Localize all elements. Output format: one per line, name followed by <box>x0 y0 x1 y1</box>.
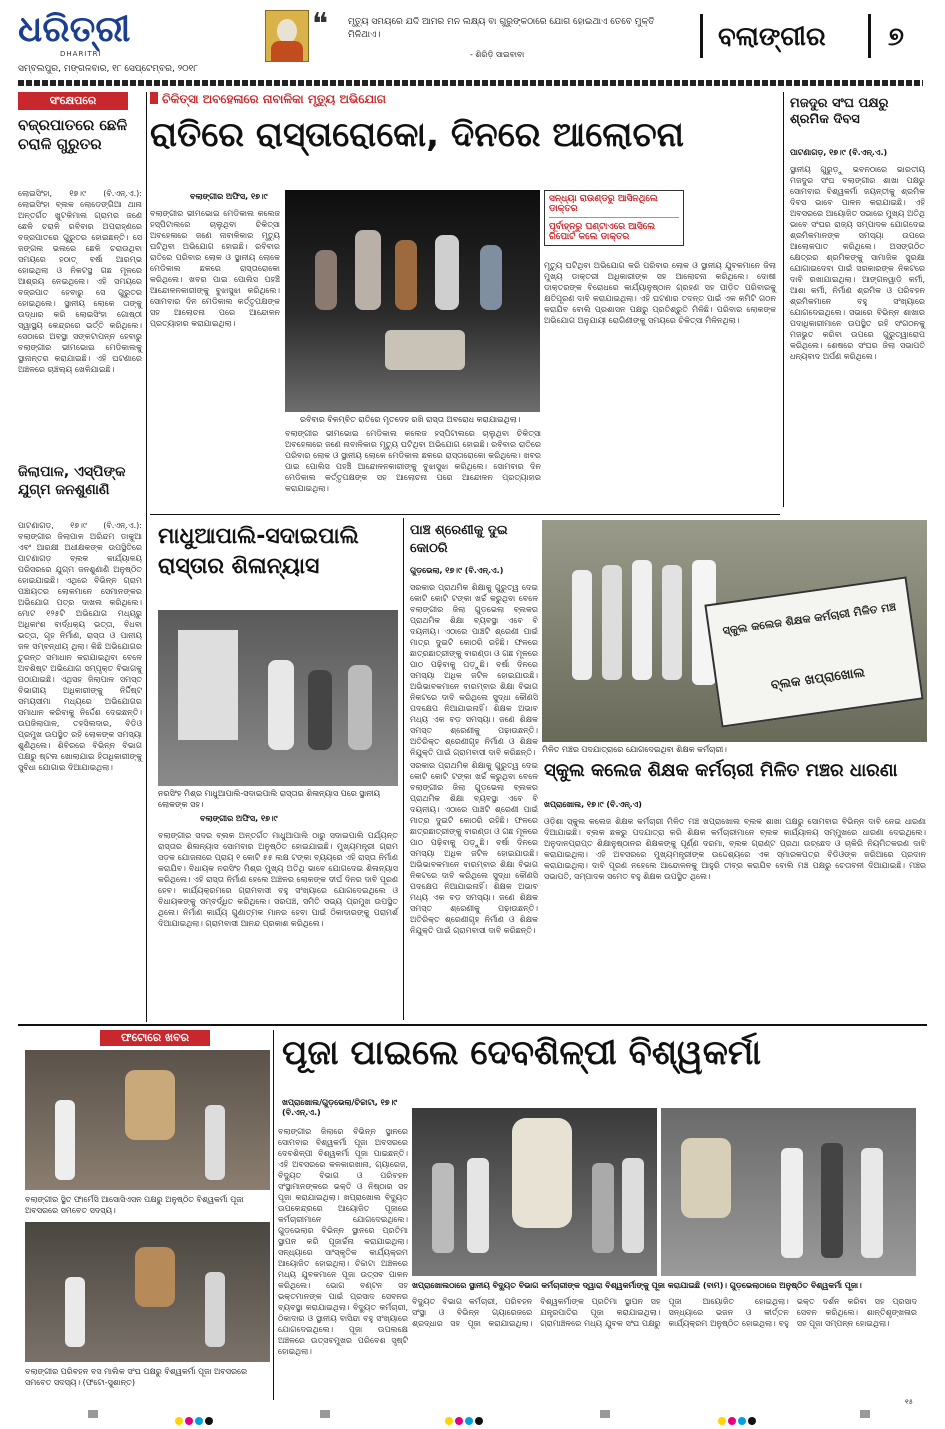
lead-body-bottom: ବଲାଙ୍ଗୀର ଭୀମଭୋଇ ମେଡିକାଲ କଲେଜ ହସ୍ପିଟାଲରେ ଚାଲୁଥିବା ଚିକିତ୍ସା ଅବହେଳାରେ ଜଣେ ନାବାଳିକାର ମୃତ୍ୟୁ ଘଟିଥିବା ଅଭିଯୋଗ ହୋଇଛି। ରବିବାର ରାତିରେ ପରିବାର ଲୋକ ଓ ସ୍ଥାନୀୟ ଲୋକେ ମେଡିକାଲ ଛକରେ ରାସ୍ତାରୋକୋ କରିଥିଲେ। ଖବର ପାଇ ପୋଲିସ ପହଞ୍ଚି ଆନ୍ଦୋଳନକାରୀଙ୍କୁ ବୁଝାସୁଝା କରିଥିଲେ। ସୋମବାର ଦିନ ମେଡିକାଲ କର୍ତ୍ତୃପକ୍ଷଙ୍କ ସହ ଆଲୋଚନା ପରେ ଆନ୍ଦୋଳନ ପ୍ରତ୍ୟାହାର କରାଯାଇଥିଲା। <box>285 429 541 493</box>
school-headline-line1: ପାଞ୍ଚ ଶ୍ରେଣୀକୁ ଦୁଇ <box>410 523 508 538</box>
column-rule <box>403 518 404 1020</box>
vishwakarma-byline: ଖପ୍ରାଖୋଲ/ଗୁଡ଼ଭେଲା/ଚିଚ୍ଚାଟା, ୧୭।୯ (ବି.ଏନ୍.ଏ.) <box>282 1098 398 1117</box>
photo-news-kicker: ଫଟୋରେ ଖବର <box>100 1030 210 1046</box>
rally-banner-text: ସ୍କୁଲ କଲେଜ ଶିକ୍ଷକ କର୍ମଚାରୀ ମିଳିତ ମଞ୍ଚ <box>721 600 897 638</box>
quote-text: ମୃତ୍ୟୁ ସମୟରେ ଯଦି ଆମର ମନ ଲକ୍ଷ୍ୟ ବା ଗୁରୁଙ୍କଠାରେ ଯୋଗ ହୋଇଥାଏ ତେବେ ମୁକ୍ତି ମିଳିଥାଏ। <box>348 17 655 40</box>
dateline: ସମ୍ବଲପୁର, ମଙ୍ଗଳବାର, ୧୮ ସେପ୍ଟେମ୍ବର, ୨୦୧୮ <box>18 64 199 74</box>
column-rule <box>273 1030 274 1400</box>
section-divider <box>18 1024 927 1026</box>
quote-icon: ❝ <box>312 7 329 42</box>
photo-news-caption-1: ବଲାଙ୍ଗୀର ସ୍ଥିତ ଫାର୍ମେସି ଆସୋସିଏସନ ପକ୍ଷରୁ ଅନୁଷ୍ଠିତ ବିଶ୍ୱକର୍ମା ପୂଜା ଅବସରରେ ସମବେତ ସଦସ୍ୟ। <box>25 1195 244 1215</box>
labour-byline: ପାଟଣାଗଡ଼, ୧୭।୯ (ବି.ଏନ୍.ଏ.) <box>790 148 888 157</box>
road-photo-caption: ନରସିଂହ ମିଶ୍ର ମାଧୁଆପାଲି-ସଦାଇପାଲି ରାସ୍ତାର ଶିଳାନ୍ୟାସ ପରେ ସ୍ଥାନୀୟ ଲୋକଙ୍କ ସହ। <box>158 789 381 809</box>
highlight-item: ପୂର୍ବାହ୍ନରୁ ଘଣ୍ଟାଏରେ ଆସିଲେ ରିପୋର୍ଟ କଲେ ଡାକ୍ତର <box>549 222 656 242</box>
vishwakarma-photo-1 <box>412 1108 657 1276</box>
lead-photo-caption: ରବିବାର ବିଳମ୍ବିତ ରାତିରେ ମୃତଦେହ ରଖି ରାସ୍ତା ଅବରୋଧ କରାଯାଇଥିଲା। <box>300 415 521 424</box>
school-body-cont: ସରକାର ପ୍ରାଥମିକ ଶିକ୍ଷାକୁ ଗୁରୁତ୍ୱ ଦେଇ କୋଟି କୋଟି ଟଙ୍କା ଖର୍ଚ୍ଚ କରୁଥିବା ବେଳେ ବଲାଙ୍ଗୀର ଜିଲା ଗୁଡ଼ଭେଲା ବ୍ଲକର ପ୍ରାଥମିକ ଶିକ୍ଷା ବ୍ୟବସ୍ଥା ଏବେ ବି ଦୟନୀୟ। ଏଠାରେ ପାଞ୍ଚଟି ଶ୍ରେଣୀ ପାଇଁ ମାତ୍ର ଦୁଇଟି କୋଠରି ରହିଛି। ଫଳରେ ଛାତ୍ରଛାତ୍ରୀଙ୍କୁ ବାରଣ୍ଡା ଓ ଗଛ ମୂଳରେ ପାଠ ପଢ଼ିବାକୁ ପଡ଼ୁଛି। ବର୍ଷା ଦିନରେ ସମସ୍ୟା ଅଧିକ ଜଟିଳ ହୋଇଯାଉଛି। ଅଭିଭାବକମାନେ ବାରମ୍ବାର ଶିକ୍ଷା ବିଭାଗ ନିକଟରେ ଦାବି କରିଥିଲେ ସୁଦ୍ଧା କୌଣସି ପଦକ୍ଷେପ ନିଆଯାଇନାହିଁ। ଶିକ୍ଷକ ଅଭାବ ମଧ୍ୟ ଏକ ବଡ଼ ସମସ୍ୟା। ଜଣେ ଶିକ୍ଷକ ସମସ୍ତ ଶ୍ରେଣୀକୁ ପଢ଼ାଉଛନ୍ତି। ଅତିରିକ୍ତ ଶ୍ରେଣୀଗୃହ ନିର୍ମାଣ ଓ ଶିକ୍ଷକ ନିଯୁକ୍ତି ପାଇଁ ଗ୍ରାମବାସୀ ଦାବି କରିଛନ୍ତି। <box>410 761 538 935</box>
labour-headline: ମଜଦୁର ସଂଘ ପକ୍ଷରୁ ଶ୍ରମିକ ଦିବସ <box>790 96 889 128</box>
saint-portrait <box>265 10 309 62</box>
column-rule <box>783 92 784 507</box>
kicker-marker <box>150 92 158 104</box>
lead-byline: ବଲାଙ୍ଗୀର ଅଫିସ, ୧୭।୯ <box>190 192 268 201</box>
school-body: ସରକାର ପ୍ରାଥମିକ ଶିକ୍ଷାକୁ ଗୁରୁତ୍ୱ ଦେଇ କୋଟି କୋଟି ଟଙ୍କା ଖର୍ଚ୍ଚ କରୁଥିବା ବେଳେ ବଲାଙ୍ଗୀର ଜିଲା ଗୁଡ଼ଭେଲା ବ୍ଲକର ପ୍ରାଥମିକ ଶିକ୍ଷା ବ୍ୟବସ୍ଥା ଏବେ ବି ଦୟନୀୟ। ଏଠାରେ ପାଞ୍ଚଟି ଶ୍ରେଣୀ ପାଇଁ ମାତ୍ର ଦୁଇଟି କୋଠରି ରହିଛି। ଫଳରେ ଛାତ୍ରଛାତ୍ରୀଙ୍କୁ ବାରଣ୍ଡା ଓ ଗଛ ମୂଳରେ ପାଠ ପଢ଼ିବାକୁ ପଡ଼ୁଛି। ବର୍ଷା ଦିନରେ ସମସ୍ୟା ଅଧିକ ଜଟିଳ ହୋଇଯାଉଛି। ଅଭିଭାବକମାନେ ବାରମ୍ବାର ଶିକ୍ଷା ବିଭାଗ ନିକଟରେ ଦାବି କରିଥିଲେ ସୁଦ୍ଧା କୌଣସି ପଦକ୍ଷେପ ନିଆଯାଇନାହିଁ। ଶିକ୍ଷକ ଅଭାବ ମଧ୍ୟ ଏକ ବଡ଼ ସମସ୍ୟା। ଜଣେ ଶିକ୍ଷକ ସମସ୍ତ ଶ୍ରେଣୀକୁ ପଢ଼ାଉଛନ୍ତି। ଅତିରିକ୍ତ ଶ୍ରେଣୀଗୃହ ନିର୍ମାଣ ଓ ଶିକ୍ଷକ ନିଯୁକ୍ତି ପାଇଁ ଗ୍ରାମବାସୀ ଦାବି କରିଛନ୍ତି। <box>410 583 538 757</box>
masthead <box>0 0 945 92</box>
rally-banner-sub: ବ୍ଲକ ଖପ୍ରାଖୋଲ <box>769 665 866 694</box>
brief2-headline: ଜିଲାପାଳ, ଏସ୍‌ପିଙ୍କ ଯୁଗ୍ମ ଜନଶୁଣାଣି <box>18 464 126 498</box>
brief1-body: ଲୋଇସିଂହା, ୧୭।୯ (ବି.ଏନ୍.ଏ.): ଲୋଇସିଂହା ବ୍ଲକ ଲୋଡେଙ୍ଗିଆ ଥାନା ଅନ୍ତର୍ଗତ ଖୁଟକିମାଲ ଗ୍ରାମର ଜଣେ ଛେଳି ଚରାଳି ରବିବାର ଅପରାହ୍ଣରେ ବଜ୍ରପାତରେ ଗୁରୁତର ହୋଇଛନ୍ତି। ସେ ଜଙ୍ଗଲ ଭଲରେ ଛେଳି ଚରାଉଥିବା ସମୟରେ ହଠାତ୍ ବର୍ଷା ଆରମ୍ଭ ହୋଇଥିଲା ଓ ନିକଟସ୍ଥ ଗଛ ମୂଳରେ ଆଶ୍ରୟ ନେଇଥିଲେ। ଏହି ସମୟରେ ବଜ୍ରପାତ ହେବାରୁ ସେ ଗୁରୁତର ହୋଇଥିଲେ। ସ୍ଥାନୀୟ ଲୋକେ ତାଙ୍କୁ ଉଦ୍ଧାର କରି ଲୋଇସିଂହା ଗୋଷ୍ଠୀ ସ୍ୱାସ୍ଥ୍ୟ କେନ୍ଦ୍ରରେ ଭର୍ତ୍ତି କରିଥିଲେ। ସେଠାରେ ଅବସ୍ଥା ସଙ୍କଟାପନ୍ନ ହେବାରୁ ବଲାଙ୍ଗୀର ଭୀମଭୋଇ ମେଡିକାଲକୁ ସ୍ଥାନାନ୍ତର କରାଯାଇଛି। ଏହି ଘଟଣାରେ ଅଞ୍ଚଳରେ ଚାଞ୍ଚଲ୍ୟ ଖେଳିଯାଇଛି। <box>18 189 142 374</box>
lead-kicker: ଚିକିତ୍ସା ଅବହେଳାରେ ନାବାଳିକା ମୃତ୍ୟୁ ଅଭିଯୋଗ <box>162 92 387 106</box>
rally-photo-caption: ମିଳିତ ମଞ୍ଚର ପଦଯାତ୍ରାରେ ଯୋଗଦେଇଥିବା ଶିକ୍ଷକ କର୍ମଚାରୀ। <box>542 745 727 754</box>
briefs-kicker: ସଂକ୍ଷେପରେ <box>18 92 128 110</box>
print-marks <box>0 1408 945 1422</box>
photo-news-1 <box>25 1050 270 1190</box>
road-photo <box>158 610 398 786</box>
school-headline <box>410 522 540 558</box>
brief1-headline: ବଜ୍ରପାତରେ ଛେଳି ଚରାଳି ଗୁରୁତର <box>18 116 128 153</box>
rally-body: ଓଡ଼ିଶା ସ୍କୁଲ କଲେଜ ଶିକ୍ଷକ କର୍ମଚାରୀ ମିଳିତ ମଞ୍ଚ ଖପ୍ରାଖୋଲ ବ୍ଲକ ଶାଖା ପକ୍ଷରୁ ସୋମବାର ବିଭିନ୍ନ ଦାବି ନେଇ ଧାରଣା ଦିଆଯାଇଛି। ବ୍ଲକ ଛକରୁ ପଦଯାତ୍ରା କରି ଶିକ୍ଷକ କର୍ମଚାରୀମାନେ ବ୍ଲକ କାର୍ଯ୍ୟାଳୟ ସମ୍ମୁଖରେ ଧାରଣା ଦେଇଥିଲେ। ଅନୁଦାନପ୍ରାପ୍ତ ଶିକ୍ଷାନୁଷ୍ଠାନର ଶିକ୍ଷକଙ୍କୁ ପୂର୍ଣ୍ଣ ଦରମା, ବ୍ଲକ ଗ୍ରାଣ୍ଟ ପ୍ରଥା ଉଚ୍ଛେଦ ଓ ଚାକିରି ନିୟମିତକରଣ ଦାବି କରାଯାଇଥିଲା। ଏହି ଅବସରରେ ମୁଖ୍ୟମନ୍ତ୍ରୀଙ୍କ ଉଦ୍ଦେଶ୍ୟରେ ଏକ ସ୍ମାରକପତ୍ର ବିଡିଓଙ୍କ ଜରିଆରେ ପ୍ରଦାନ କରାଯାଇଥିଲା। ଦାବି ପୂରଣ ନହେଲେ ଆନ୍ଦୋଳନକୁ ଆହୁରି ତୀବ୍ର କରାଯିବ ବୋଲି ମଞ୍ଚ ପକ୍ଷରୁ ଚେତାବନୀ ଦିଆଯାଇଛି। ମଞ୍ଚର ସଭାପତି, ସମ୍ପାଦକ ସମେତ ବହୁ ଶିକ୍ଷକ ଉପସ୍ଥିତ ଥିଲେ। <box>544 817 926 881</box>
brief2-body: ପାଟଣାଗଡ଼, ୧୭।୯ (ବି.ଏନ୍.ଏ.): ବଲାଙ୍ଗୀର ଜିଲାପାଳ ଅରିନ୍ଦମ ଡାକୁଆ ଏବଂ ଆରକ୍ଷୀ ଅଧୀକ୍ଷକଙ୍କ ଉପସ୍ଥିତିରେ ପାଟଣାଗଡ଼ ବ୍ଲକ କାର୍ଯ୍ୟାଳୟ ପରିସରରେ ଯୁଗ୍ମ ଜନଶୁଣାଣି ଅନୁଷ୍ଠିତ ହୋଇଯାଇଛି। ଏଥିରେ ବିଭିନ୍ନ ଗ୍ରାମ ପଞ୍ଚାୟତର ଲୋକମାନେ ସେମାନଙ୍କର ଅଭିଯୋଗ ପତ୍ର ଦାଖଲ କରିଥିଲେ। ମୋଟ ୧୨୫ଟି ଅଭିଯୋଗ ମଧ୍ୟରୁ ଅଧିକାଂଶ ବାର୍ଦ୍ଧକ୍ୟ ଭତ୍ତା, ବିଧବା ଭତ୍ତା, ଗୃହ ନିର୍ମାଣ, ରାସ୍ତା ଓ ପାନୀୟ ଜଳ ସମ୍ବନ୍ଧୀୟ ଥିଲା। କିଛି ଅଭିଯୋଗର ତୁରନ୍ତ ସମାଧାନ କରାଯାଇଥିବା ବେଳେ ଅବଶିଷ୍ଟ ଅଭିଯୋଗ ସମ୍ପୃକ୍ତ ବିଭାଗକୁ ପଠାଯାଇଛି। ଏଥିସହ ଜିଲାପାଳ ସମସ୍ତ ବିଭାଗୀୟ ଅଧିକାରୀଙ୍କୁ ନିର୍ଦ୍ଦିଷ୍ଟ ସମୟସୀମା ମଧ୍ୟରେ ଅଭିଯୋଗର ସମାଧାନ କରିବାକୁ ନିର୍ଦ୍ଦେଶ ଦେଇଛନ୍ତି। ଉପଜିଲାପାଳ, ତହସିଲଦାର, ବିଡିଓ ପ୍ରମୁଖ ଉପସ୍ଥିତ ରହି ଲୋକଙ୍କ ସମସ୍ୟା ଶୁଣିଥିଲେ। ଶିବିରରେ ବିଭିନ୍ନ ବିଭାଗ ପକ୍ଷରୁ ଷ୍ଟଲ ଖୋଲାଯାଇ ହିତାଧିକାରୀଙ୍କୁ ସୁବିଧା ଯୋଗାଇ ଦିଆଯାଇଥିଲା। <box>18 521 142 772</box>
header-rule <box>18 80 923 86</box>
divider <box>868 14 871 58</box>
photo-news-caption-2: ବଲାଙ୍ଗୀର ପରିବହନ ବସ ମାଲିକ ସଂଘ ପକ୍ଷରୁ ବିଶ୍ୱକର୍ମା ପୂଜା ଅବସରରେ ସମବେତ ସଦସ୍ୟ। (ଫଟୋ-ସୁଶାନ୍ତ) <box>25 1367 248 1387</box>
lead-photo <box>285 190 540 412</box>
lead-highlight <box>544 190 684 246</box>
logo-subtitle: DHARITRI <box>60 50 102 58</box>
lead-body-right: ମୃତ୍ୟୁ ଘଟିଥିବା ଅଭିଯୋଗ କରି ପରିବାର ଲୋକ ଓ ସ୍ଥାନୀୟ ଯୁବକମାନେ ଜିଲା ମୁଖ୍ୟ ଡାକ୍ତରୀ ଅଧିକାରୀଙ୍କ ସହ ଆଲୋଚନା କରିଥିଲେ। ଦୋଷୀ ଡାକ୍ତରଙ୍କ ବିରୋଧରେ କାର୍ଯ୍ୟାନୁଷ୍ଠାନ ଗ୍ରହଣ ସହ ପୀଡ଼ିତ ପରିବାରକୁ କ୍ଷତିପୂରଣ ଦାବି କରାଯାଇଥିଲା। ଏହି ଘଟଣାର ତଦନ୍ତ ପାଇଁ ଏକ କମିଟି ଗଠନ କରାଯିବ ବୋଲି ପ୍ରଶାସନ ପକ୍ଷରୁ ପ୍ରତିଶ୍ରୁତି ମିଳିଛି। ପରିବାର ଲୋକଙ୍କ ଅଭିଯୋଗ ଅନୁଯାୟୀ ରୋଗିଣୀଙ୍କୁ ସମୟରେ ଚିକିତ୍ସା ମିଳିନଥିଲା। <box>544 261 776 325</box>
page-number: ୭ <box>888 22 904 52</box>
rally-headline: ସ୍କୁଲ କଲେଜ ଶିକ୍ଷକ କର୍ମଚାରୀ ମିଳିତ ମଞ୍ଚର ଧାରଣା <box>544 760 898 781</box>
lead-body-left: ବଲାଙ୍ଗୀର ଭୀମଭୋଇ ମେଡିକାଲ କଲେଜ ହସ୍ପିଟାଲରେ ଚାଲୁଥିବା ଚିକିତ୍ସା ଅବହେଳାରେ ଜଣେ ନାବାଳିକାର ମୃତ୍ୟୁ ଘଟିଥିବା ଅଭିଯୋଗ ହୋଇଛି। ରବିବାର ରାତିରେ ପରିବାର ଲୋକ ଓ ସ୍ଥାନୀୟ ଲୋକେ ମେଡିକାଲ ଛକରେ ରାସ୍ତାରୋକୋ କରିଥିଲେ। ଖବର ପାଇ ପୋଲିସ ପହଞ୍ଚି ଆନ୍ଦୋଳନକାରୀଙ୍କୁ ବୁଝାସୁଝା କରିଥିଲେ। ସୋମବାର ଦିନ ମେଡିକାଲ କର୍ତ୍ତୃପକ୍ଷଙ୍କ ସହ ଆଲୋଚନା ପରେ ଆନ୍ଦୋଳନ ପ୍ରତ୍ୟାହାର କରାଯାଇଥିଲା। <box>150 209 280 328</box>
highlight-item: ସନ୍ଧ୍ୟା ରାଉଣ୍ଡରୁ ଆସିନଥିଲେ ଡାକ୍ତର <box>549 194 679 218</box>
lead-headline: ରାତିରେ ରାସ୍ତାରୋକୋ, ଦିନରେ ଆଲୋଚନା <box>150 115 684 155</box>
road-headline-line1: ମାଧୁଆପାଲି-ସଦାଇପାଲି <box>158 524 359 549</box>
rally-photo <box>542 520 927 742</box>
road-headline-line2: ରାସ୍ତାର ଶିଳାନ୍ୟାସ <box>158 554 320 579</box>
story-divider <box>150 514 780 515</box>
photo-news-2 <box>25 1222 270 1362</box>
logo: ଧରିତ୍ରୀ <box>18 8 131 50</box>
column-rule <box>146 92 147 1022</box>
vishwakarma-photo-caption: ଖପ୍ରାଖୋଲଠାରେ ସ୍ଥାନୀୟ ବିଦ୍ୟୁତ ବିଭାଗ କର୍ମଚାରୀଙ୍କ ଦ୍ୱାରା ବିଶ୍ୱକର୍ମାଙ୍କୁ ପୂଜା କରାଯାଇଛି (ବାମ)। ଗୁଡ଼ଭେଲାଠାରେ ଅନୁଷ୍ଠିତ ବିଶ୍ୱକର୍ମା ପୂଜା। <box>412 1281 862 1290</box>
school-headline-line2: କୋଠରି <box>410 541 448 556</box>
quote-author: - ଶିରିଡ଼ି ସାଇବାବା <box>470 50 525 59</box>
page-code: ୧୫ <box>905 1398 914 1406</box>
section-name: ବଲାଙ୍ଗୀର <box>718 22 826 52</box>
labour-body: ସ୍ଥାନୀୟ ଗୁରୁଡ଼ୁ ଭବନଠାରେ ଭାରତୀୟ ମଜଦୁର ସଂଘ ବଲାଙ୍ଗୀର ଶାଖା ପକ୍ଷରୁ ସୋମବାର ବିଶ୍ୱକର୍ମା ଜୟନ୍ତୀକୁ ଶ୍ରମିକ ଦିବସ ଭାବେ ପାଳନ କରାଯାଇଛି। ଏହି ଅବସରରେ ଆୟୋଜିତ ସଭାରେ ମୁଖ୍ୟ ଅତିଥି ଭାବେ ସଂଘର ରାଜ୍ୟ ସମ୍ପାଦକ ଯୋଗଦେଇ ଶ୍ରମିକମାନଙ୍କ ସମସ୍ୟା ଉପରେ ଆଲୋକପାତ କରିଥିଲେ। ଅସଙ୍ଗଠିତ କ୍ଷେତ୍ରର ଶ୍ରମିକଙ୍କୁ ସାମାଜିକ ସୁରକ୍ଷା ଯୋଗାଇଦେବା ପାଇଁ ସରକାରଙ୍କ ନିକଟରେ ଦାବି ରଖାଯାଇଥିଲା। ଆଙ୍ଗନୱାଡ଼ି କର୍ମୀ, ଆଶା କର୍ମୀ, ନିର୍ମାଣ ଶ୍ରମିକ ଓ ପରିବହନ ଶ୍ରମିକମାନେ ବହୁ ସଂଖ୍ୟାରେ ଯୋଗଦେଇଥିଲେ। ସଭାରେ ବିଭିନ୍ନ ଶାଖାର ପଦାଧିକାରୀମାନେ ଉପସ୍ଥିତ ରହି ସଂଗଠନକୁ ମଜଭୁତ କରିବା ଉପରେ ଗୁରୁତ୍ୱାରୋପ କରିଥିଲେ। ଶେଷରେ ସଂଘର ଜିଲା ସଭାପତି ଧନ୍ୟବାଦ ଅର୍ପଣ କରିଥିଲେ। <box>790 165 925 361</box>
rally-byline: ଖପ୍ରାଖୋଲ, ୧୭।୯ (ବି.ଏନ୍.ଏ) <box>544 800 642 809</box>
vishwakarma-body: ବଲାଙ୍ଗୀର ଜିଲାରେ ବିଭିନ୍ନ ସ୍ଥାନରେ ସୋମବାର ବିଶ୍ୱକର୍ମା ପୂଜା ଅବସରରେ ଦେବଶିଳ୍ପୀ ବିଶ୍ୱକର୍ମା ପୂଜା ପାଇଛନ୍ତି। ଏହି ଅବସରରେ କଳକାରଖାନା, ଗ୍ୟାରେଜ, ବିଦ୍ୟୁତ ବିଭାଗ ଓ ପରିବହନ ସଂସ୍ଥାମାନଙ୍କରେ ଭକ୍ତି ଓ ନିଷ୍ଠାର ସହ ପୂଜା କରାଯାଇଥିଲା। ଖପ୍ରାଖୋଲ ବିଦ୍ୟୁତ ଉପକେନ୍ଦ୍ରରେ ଆୟୋଜିତ ପୂଜାରେ କର୍ମଚାରୀମାନେ ଯୋଗଦେଇଥିଲେ। ଗୁଡ଼ଭେଲାର ବିଭିନ୍ନ ସ୍ଥାନରେ ପ୍ରତିମା ସ୍ଥାପନ କରି ପୂଜାର୍ଚ୍ଚନା କରାଯାଇଥିଲା। ସନ୍ଧ୍ୟାରେ ସାଂସ୍କୃତିକ କାର୍ଯ୍ୟକ୍ରମ ଆୟୋଜିତ ହୋଇଥିଲା। ଚିଚ୍ଚାଟା ଅଞ୍ଚଳରେ ମଧ୍ୟ ଯୁବକମାନେ ପୂଜା ଉତ୍ସବ ପାଳନ କରିଥିଲେ। ଭୋଗ ବଣ୍ଟନ ସହ ଭକ୍ତମାନଙ୍କ ପାଇଁ ପ୍ରସାଦ ସେବନର ବ୍ୟବସ୍ଥା କରାଯାଇଥିଲା। ବିଦ୍ୟୁତ କର୍ମଚାରୀ, ଠିକାଦାର ଓ ସ୍ଥାନୀୟ ବାସିନ୍ଦା ବହୁ ସଂଖ୍ୟାରେ ଯୋଗଦେଇଥିଲେ। ପୂଜା ଉପଲକ୍ଷେ ଅଞ୍ଚଳରେ ଉତ୍ସବମୁଖର ପରିବେଶ ସୃଷ୍ଟି ହୋଇଥିଲା। <box>278 1127 408 1356</box>
vishwakarma-body-bottom: ବିଦ୍ୟୁତ ବିଭାଗ କର୍ମଚାରୀ, ପରିବହନ ସଂସ୍ଥା ଓ ବିଭିନ୍ନ ଗ୍ୟାରେଜରେ ଶ୍ରଦ୍ଧାର ସହ ପୂଜା କରାଯାଇଥିଲା। ବିଶ୍ୱକର୍ମାଙ୍କ ପ୍ରତିମା ସ୍ଥାପନ ସହ ଯନ୍ତ୍ରପାତିର ପୂଜା କରାଯାଇଥିଲା। ଗ୍ରାମାଞ୍ଚଳରେ ମଧ୍ୟ ଯୁବକ ସଂଘ ପକ୍ଷରୁ ପୂଜା ଆୟୋଜିତ ହୋଇଥିଲା। ସନ୍ଧ୍ୟାରେ ଭଜନ ଓ କୀର୍ତ୍ତନ କାର୍ଯ୍ୟକ୍ରମ ଅନୁଷ୍ଠିତ ହୋଇଥିଲା। ବହୁ ଭକ୍ତ ଦର୍ଶନ କରିବା ସହ ପ୍ରସାଦ ସେବନ କରିଥିଲେ। ଶାନ୍ତିଶୃଙ୍ଖଳାର ସହ ପୂଜା ସମ୍ପନ୍ନ ହୋଇଥିଲା। <box>412 1297 917 1328</box>
road-byline: ବଲାଙ୍ଗୀର ଅଫିସ, ୧୭।୯ <box>200 814 278 823</box>
road-headline <box>158 522 398 582</box>
vishwakarma-headline: ପୂଜା ପାଇଲେ ଦେବଶିଳ୍ପୀ ବିଶ୍ୱକର୍ମା <box>282 1033 762 1073</box>
divider <box>700 14 703 58</box>
vishwakarma-photo-2 <box>661 1108 916 1276</box>
road-body: ବଲାଙ୍ଗୀର ସଦର ବ୍ଲକ ଅନ୍ତର୍ଗତ ମାଧୁଆପାଲି ଠାରୁ ସଦାଇପାଲି ପର୍ଯ୍ୟନ୍ତ ରାସ୍ତାର ଶିଳାନ୍ୟାସ ସୋମବାର ଅନୁଷ୍ଠିତ ହୋଇଯାଇଛି। ମୁଖ୍ୟମନ୍ତ୍ରୀ ଗ୍ରାମ ସଡ଼କ ଯୋଜନାରେ ପ୍ରାୟ ୧ କୋଟି ୫୫ ଲକ୍ଷ ଟଙ୍କା ବ୍ୟୟରେ ଏହି ରାସ୍ତା ନିର୍ମାଣ କରାଯିବ। ବିଧାୟକ ନରସିଂହ ମିଶ୍ର ମୁଖ୍ୟ ଅତିଥି ଭାବେ ଯୋଗଦେଇ ଶିଳାନ୍ୟାସ କରିଥିଲେ। ଏହି ରାସ୍ତା ନିର୍ମାଣ ହେଲେ ଅଞ୍ଚଳର ଲୋକଙ୍କ ଦୀର୍ଘ ଦିନର ଦାବି ପୂରଣ ହେବ। କାର୍ଯ୍ୟକ୍ରମରେ ଗ୍ରାମବାସୀ ବହୁ ସଂଖ୍ୟାରେ ଯୋଗଦେଇଥିଲେ ଓ ବିଧାୟକଙ୍କୁ ସମ୍ବର୍ଦ୍ଧିତ କରିଥିଲେ। ସରପଞ୍ଚ, ସମିତି ସଭ୍ୟ ପ୍ରମୁଖ ଉପସ୍ଥିତ ଥିଲେ। ନିର୍ମାଣ କାର୍ଯ୍ୟ ଗୁଣାତ୍ମକ ମାନର ହେବା ପାଇଁ ଠିକାଦାରଙ୍କୁ ପରାମର୍ଶ ଦିଆଯାଇଥିଲା। ଗ୍ରାମବାସୀ ଆନନ୍ଦ ପ୍ରକାଶ କରିଥିଲେ। <box>158 831 398 928</box>
school-byline: ଗୁଡ଼ଭେଲା, ୧୭।୯ (ବି.ଏନ୍.ଏ.) <box>410 566 504 575</box>
